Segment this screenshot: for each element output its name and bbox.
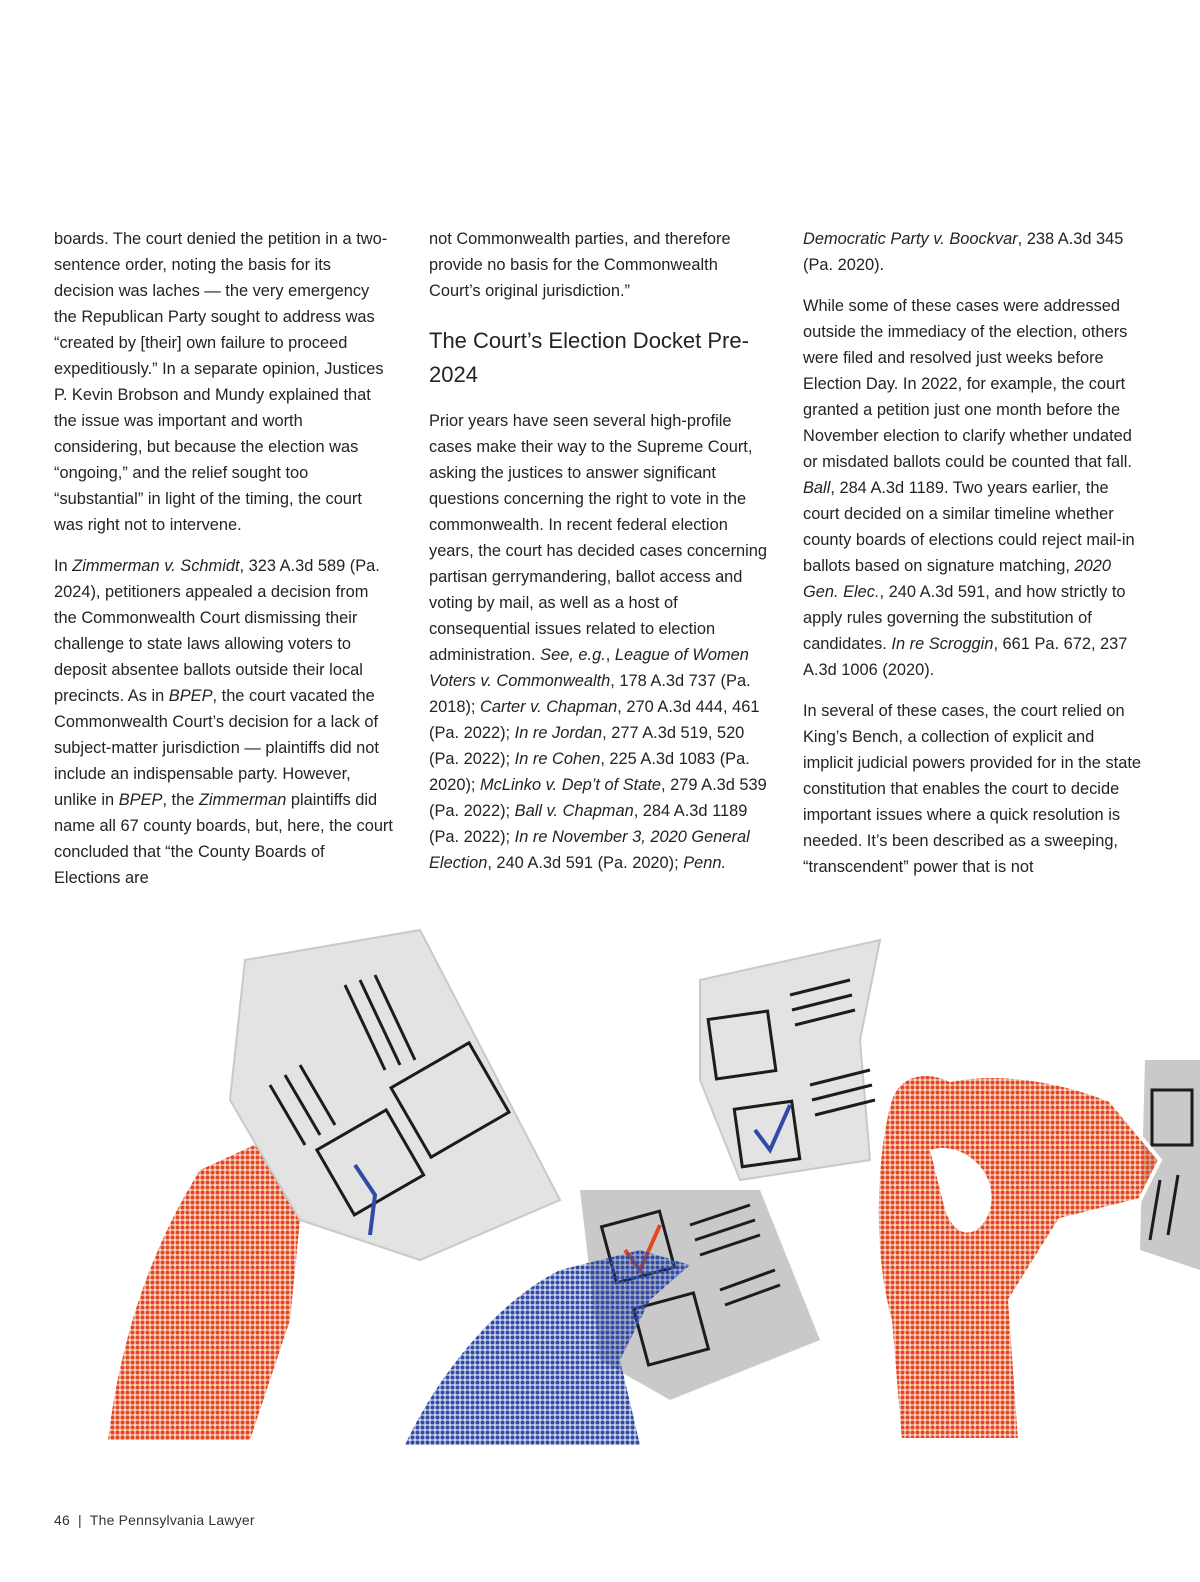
italic-run: League of Women Voters v. Commonwealth [429,646,749,690]
text-run: , 240 A.3d 591, and how strictly to apply rules governing the substitution of candidates. [803,583,1126,653]
text-run: In several of these cases, the court relied on King’s Bench, a collection of explicit and implicit judicial powers provided for in the state constitution that enables the court to decide important issues where a quick resolution is needed. It’s been described as a sweeping, “transcendent” power that is not [803,702,1141,876]
text-run: plaintiffs did name all 67 county boards, but, here, the court concluded that “the County Boards of Elections are [54,791,393,887]
top-ballot [700,940,880,1180]
ballot-hands-illustration [0,920,1200,1460]
body-paragraph [803,698,1148,880]
italic-run: 2020 Gen. Elec. [803,557,1111,601]
text-run: , [605,646,615,664]
text-run: , the [162,791,199,809]
italic-run: Ball [803,479,831,497]
text-run: , 225 A.3d 1083 (Pa. 2020); [429,750,750,794]
italic-run: See, e.g. [540,646,606,664]
italic-run: BPEP [118,791,163,809]
text-run: , 661 Pa. 672, 237 A.3d 1006 (2020). [803,635,1128,679]
italic-run: In re Scroggin [891,635,994,653]
publication-name: The Pennsylvania Lawyer [89,1512,255,1528]
text-column-3 [803,226,1148,895]
italic-run: In re November 3, 2020 General Election [429,828,750,872]
italic-run: BPEP [168,687,213,705]
text-run: , 284 A.3d 1189 (Pa. 2022); [429,802,748,846]
body-paragraph [429,226,769,304]
page-footer [54,1512,255,1528]
text-run: Prior years have seen several high-profile cases make their way to the Supreme Court, asking the justices to answer significant questions concerning the right to vote in the commonwealth. In recent federal election years, the court has decided cases concerning partisan gerrymandering, ballot access and voting by mail, as well as a host of consequential issues related to election administration. [429,412,768,664]
italic-run: In re Jordan [514,724,603,742]
text-run: , 178 A.3d 737 (Pa. 2018); [429,672,751,716]
text-run: In [54,557,73,575]
footer-separator: | [77,1512,82,1528]
text-column-2 [429,226,769,891]
page-number: 46 [54,1512,70,1528]
text-run: , 270 A.3d 444, 461 (Pa. 2022); [429,698,760,742]
text-run: boards. The court denied the petition in a two-sentence order, noting the basis for its decision was laches — the very emergency the Republican Party sought to address was “created by [their] own failure to proceed expeditiously.” In a separate opinion, Justices P. Kevin Brobson and Mundy explained that the issue was important and worth considering, but because the election was “ongoing,” and the relief sought too “substantial” in light of the timing, the court was right not to intervene. [54,230,388,534]
body-paragraph [54,226,394,538]
body-paragraph [429,408,769,876]
text-run: , the court vacated the Commonwealth Court’s decision for a lack of subject-matter jurisdiction — plaintiffs did not include an indispensable party. However, unlike in [54,687,379,809]
italic-run: Penn. [683,854,727,872]
body-paragraph [54,553,394,891]
text-run: not Commonwealth parties, and therefore provide no basis for the Commonwealth Court’s original jurisdiction.” [429,230,731,300]
italic-run: McLinko v. Dep’t of State [480,776,662,794]
text-run: , 279 A.3d 539 (Pa. 2022); [429,776,767,820]
section-heading: The Court’s Election Docket Pre-2024 [429,328,749,387]
text-run: , 284 A.3d 1189. Two years earlier, the court decided on a similar timeline whether county boards of elections could reject mail-in ballots based on signature matching, [803,479,1135,575]
text-run: While some of these cases were addressed outside the immediacy of the election, others were filed and resolved just weeks before Election Day. In 2022, for example, the court granted a petition just one month before the November election to clarify whether undated or misdated ballots could be counted that fall. [803,297,1132,471]
italic-run: Carter v. Chapman [480,698,618,716]
text-run: , 323 A.3d 589 (Pa. 2024), petitioners appealed a decision from the Commonwealth Court dismissing their challenge to state laws allowing voters to deposit absentee ballots outside their local precincts. As in [54,557,380,705]
text-run: , 238 A.3d 345 (Pa. 2020). [803,230,1124,274]
text-run: , 240 A.3d 591 (Pa. 2020); [487,854,684,872]
body-paragraph [803,226,1148,278]
italic-run: Ball v. Chapman [514,802,634,820]
text-column-1 [54,226,394,906]
body-paragraph [803,293,1148,683]
text-run: , 277 A.3d 519, 520 (Pa. 2022); [429,724,745,768]
italic-run: Zimmerman v. Schmidt [72,557,240,575]
italic-run: In re Cohen [514,750,601,768]
right-hand-ballot [877,1060,1200,1440]
italic-run: Zimmerman [198,791,287,809]
italic-run: Democratic Party v. Boockvar [803,230,1018,248]
